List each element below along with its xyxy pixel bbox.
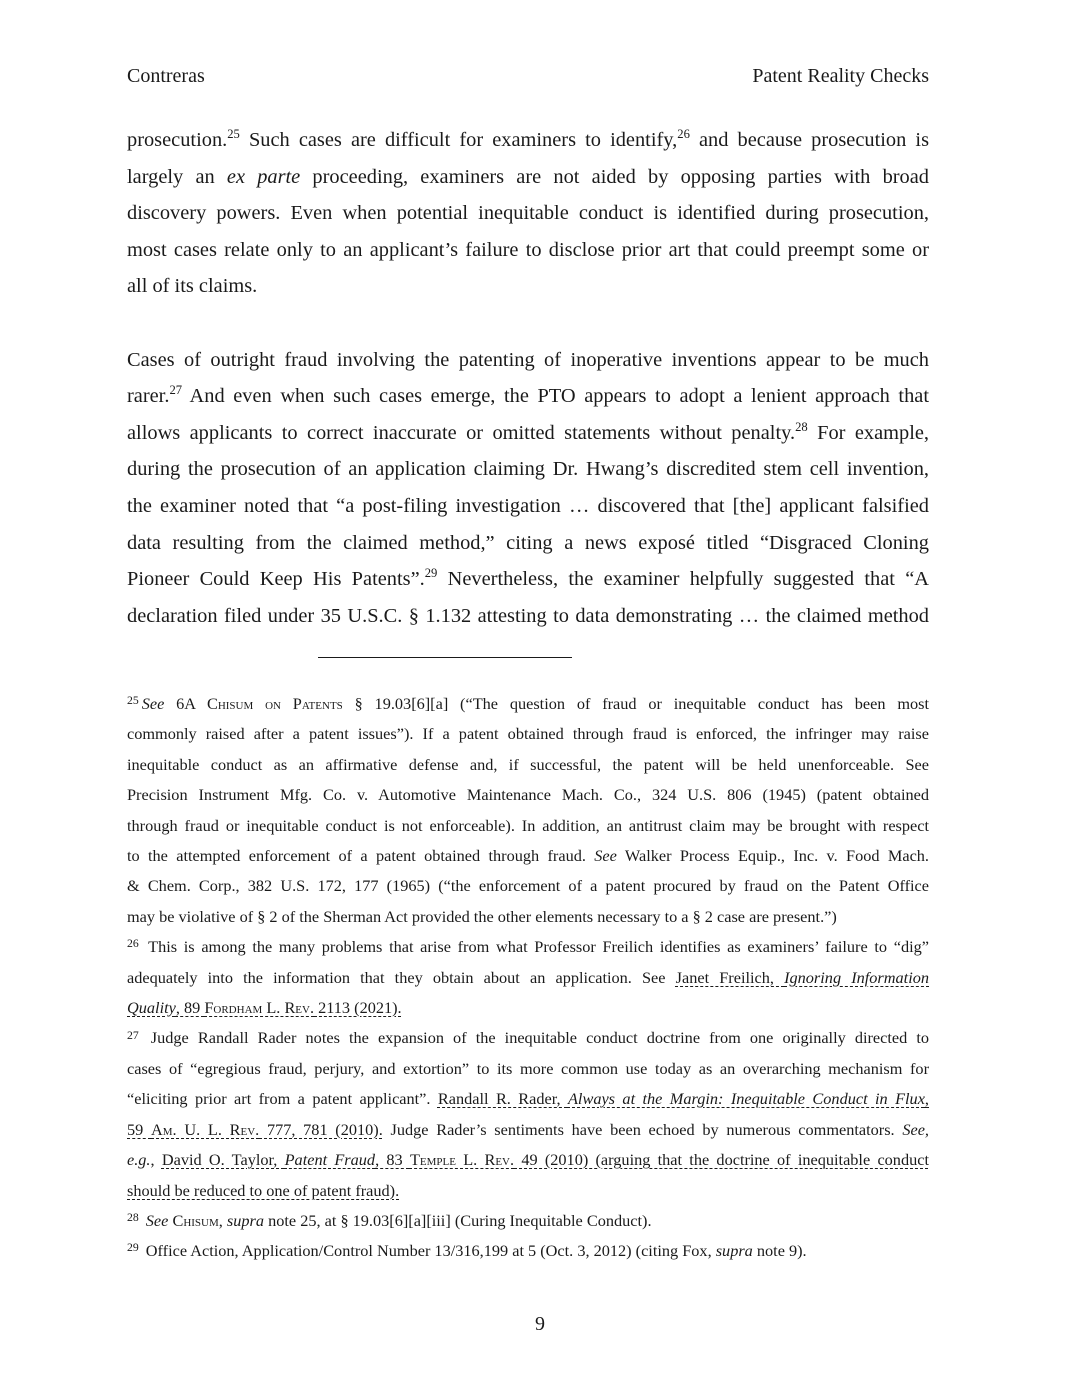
text-span: to the attempted enforcement of a patent obtained through fraud.: [127, 846, 595, 866]
text-span: allows applicants to correct inaccurate or omitted statements without penalty.: [127, 421, 796, 444]
text-span: Walker Process Equip., Inc. v. Food Mach.: [616, 846, 930, 866]
text-line: [127, 1084, 929, 1114]
signal: See: [141, 1210, 169, 1230]
text-span: Office Action, Application/Control Number 13/316,199 at 5 (Oct. 3, 2012) (citing Fox,: [141, 1241, 716, 1261]
text-span: and because prosecution is: [689, 129, 929, 151]
citation-link[interactable]: [127, 1120, 383, 1139]
footnote-number: 26: [127, 937, 139, 951]
source-title: Chisum on Patents: [206, 694, 343, 713]
cite-title: Quality: [127, 998, 176, 1018]
footnote-ref: 25: [227, 127, 240, 142]
text-line: [127, 1145, 929, 1175]
text-line: [127, 159, 929, 196]
cite-title: Always at the Margin: Inequitable Conduct in Flux: [567, 1089, 925, 1109]
main-text: [127, 122, 929, 634]
text-line: [127, 1206, 929, 1236]
text-span: 2113 (2021).: [314, 998, 402, 1018]
footnote-27: [127, 1023, 929, 1205]
footnote-26: [127, 932, 929, 1023]
journal-name: Fordham L. Rev.: [204, 998, 315, 1018]
text-span: rarer.: [127, 385, 170, 408]
citation-link[interactable]: [676, 968, 929, 987]
text-span: , 89: [175, 998, 205, 1018]
footnotes: [127, 689, 929, 1267]
text-span: note 25, at § 19.03[6][a][iii] (Curing Inequitable Conduct).: [264, 1210, 652, 1230]
text-line: commonly raised after a patent issues”). If a patent obtained through fraud is enforced, the infringer may raise: [127, 724, 929, 744]
header-title: Patent Reality Checks: [752, 65, 929, 87]
text-span: Judge Rader’s sentiments have been echoed by numerous commentators.: [382, 1119, 903, 1139]
footnote-ref: 29: [424, 566, 438, 581]
cite-title: Patent Fraud: [284, 1150, 376, 1170]
signal: See: [141, 694, 165, 713]
text-span: 6A: [164, 694, 207, 713]
text-line: [127, 689, 929, 719]
footnote-ref: 28: [795, 419, 808, 434]
footnote-number: 29: [127, 1241, 139, 1255]
cite-author: David O. Taylor,: [161, 1150, 285, 1170]
text-line: [127, 932, 929, 962]
footnote-28: [127, 1206, 929, 1236]
text-span: § 19.03[6][a] (“The question of fraud or inequitable conduct has been most: [342, 694, 929, 713]
text-span: , 83: [375, 1150, 410, 1170]
footnote-ref: 26: [677, 127, 690, 142]
cite-title: Ignoring Information: [784, 967, 929, 987]
text-line: [127, 1236, 929, 1266]
journal-name: Am. U. L. Rev.: [151, 1119, 260, 1139]
text-line: the examiner noted that “a post-filing investigation … discovered that [the] applicant falsified: [127, 494, 929, 517]
text-line: inequitable conduct as an affirmative defense and, if successful, the patent will be held unenforceable. See: [127, 754, 929, 774]
text-line: [127, 963, 929, 993]
journal-name: Temple L. Rev.: [409, 1150, 515, 1170]
text-line: declaration filed under 35 U.S.C. § 1.132 attesting to data demonstrating … the claimed method: [127, 604, 929, 627]
cite-author: Janet Freilich,: [675, 967, 785, 987]
text-line: during the prosecution of an application claiming Dr. Hwang’s discredited stem cell invention,: [127, 458, 929, 481]
text-line: data resulting from the claimed method,” citing a news exposé titled “Disgraced Cloning: [127, 531, 929, 554]
text-line: [127, 1115, 929, 1145]
text-span: For example,: [807, 421, 930, 444]
text-line: [127, 1023, 929, 1053]
footnote-number: 28: [127, 1210, 139, 1224]
text-span: 59: [127, 1119, 152, 1139]
text-span: adequately into the information that they obtain about an application. See: [127, 967, 676, 987]
text-span: prosecution.: [127, 129, 228, 151]
paragraph-2: [127, 342, 929, 635]
text-line: [127, 415, 929, 452]
page-number: 9: [535, 1313, 545, 1335]
text-line: cases of “egregious fraud, perjury, and extortion” to its more common use today as an overarching mechanism for: [127, 1058, 929, 1078]
text-span: 777, 781 (2010).: [259, 1119, 383, 1139]
paragraph-1: [127, 122, 929, 305]
text-span: Nevertheless, the examiner helpfully suggested that “A: [437, 568, 929, 591]
signal: See: [594, 846, 617, 866]
text-span: And even when such cases emerge, the PTO appears to adopt a lenient approach that: [182, 385, 929, 408]
text-span: Pioneer Could Keep His Patents”.: [127, 568, 425, 591]
footnote-number: 25: [127, 694, 139, 708]
text-line: discovery powers. Even when potential inequitable conduct is identified during prosecution,: [127, 202, 929, 225]
footnote-ref: 27: [169, 383, 183, 398]
text-line: & Chem. Corp., 382 U.S. 172, 177 (1965) (“the enforcement of a patent procured by fraud on the Patent Office: [127, 876, 929, 896]
citation-link[interactable]: [162, 1150, 929, 1169]
text-line: Cases of outright fraud involving the patenting of inoperative inventions appear to be much: [127, 348, 929, 371]
text-span: This is among the many problems that arise from what Professor Freilich identifies as examiners’ failure to “dig”: [141, 937, 929, 957]
signal: supra: [226, 1210, 265, 1230]
text-line: [127, 993, 929, 1023]
text-line: [127, 561, 929, 598]
text-line: [127, 122, 929, 159]
text-line: all of its claims.: [127, 275, 258, 298]
text-span: Judge Randall Rader notes the expansion of the inequitable conduct doctrine from one originally directed to: [141, 1028, 929, 1048]
text-line: may be violative of § 2 of the Sherman Act provided the other elements necessary to a § 2 case are present.”): [127, 906, 837, 926]
text-span: largely an: [127, 165, 227, 188]
signal: See,: [902, 1119, 929, 1139]
source-title: Chisum: [168, 1210, 219, 1230]
text-line: most cases relate only to an applicant’s failure to disclose prior art that could preempt some or: [127, 238, 929, 261]
text-span: “eliciting prior art from a patent applicant”.: [127, 1089, 438, 1109]
footnote-separator: [318, 657, 572, 658]
cite-author: Randall R. Rader,: [437, 1089, 568, 1109]
text-span: ,: [924, 1089, 929, 1109]
header-author: Contreras: [127, 65, 205, 87]
text-line: Precision Instrument Mfg. Co. v. Automotive Maintenance Mach. Co., 324 U.S. 806 (1945) (patent obtained: [127, 785, 929, 805]
text-span: 49 (2010) (arguing that the doctrine of inequitable conduct: [514, 1150, 929, 1170]
footnote-number: 27: [127, 1028, 139, 1042]
text-span: Such cases are difficult for examiners to identify,: [239, 129, 678, 151]
signal: e.g.: [127, 1150, 151, 1170]
footnote-25: [127, 689, 929, 932]
text-span: note 9).: [752, 1241, 807, 1261]
italic-term: ex parte: [226, 165, 301, 188]
text-span: proceeding, examiners are not aided by opposing parties with broad: [300, 165, 929, 188]
text-line: [127, 841, 929, 871]
citation-link[interactable]: should be reduced to one of patent fraud).: [127, 1180, 400, 1200]
text-span: ,: [150, 1150, 162, 1170]
text-span: ,: [218, 1210, 227, 1230]
footnote-29: [127, 1236, 929, 1266]
text-line: [127, 378, 929, 415]
citation-link[interactable]: [127, 998, 402, 1017]
text-line: through fraud or inequitable conduct is not enforceable). In addition, an antitrust claim may be brought with respect: [127, 815, 929, 835]
signal: supra: [715, 1241, 753, 1261]
citation-link[interactable]: [438, 1089, 929, 1108]
text-line: [127, 1176, 929, 1206]
